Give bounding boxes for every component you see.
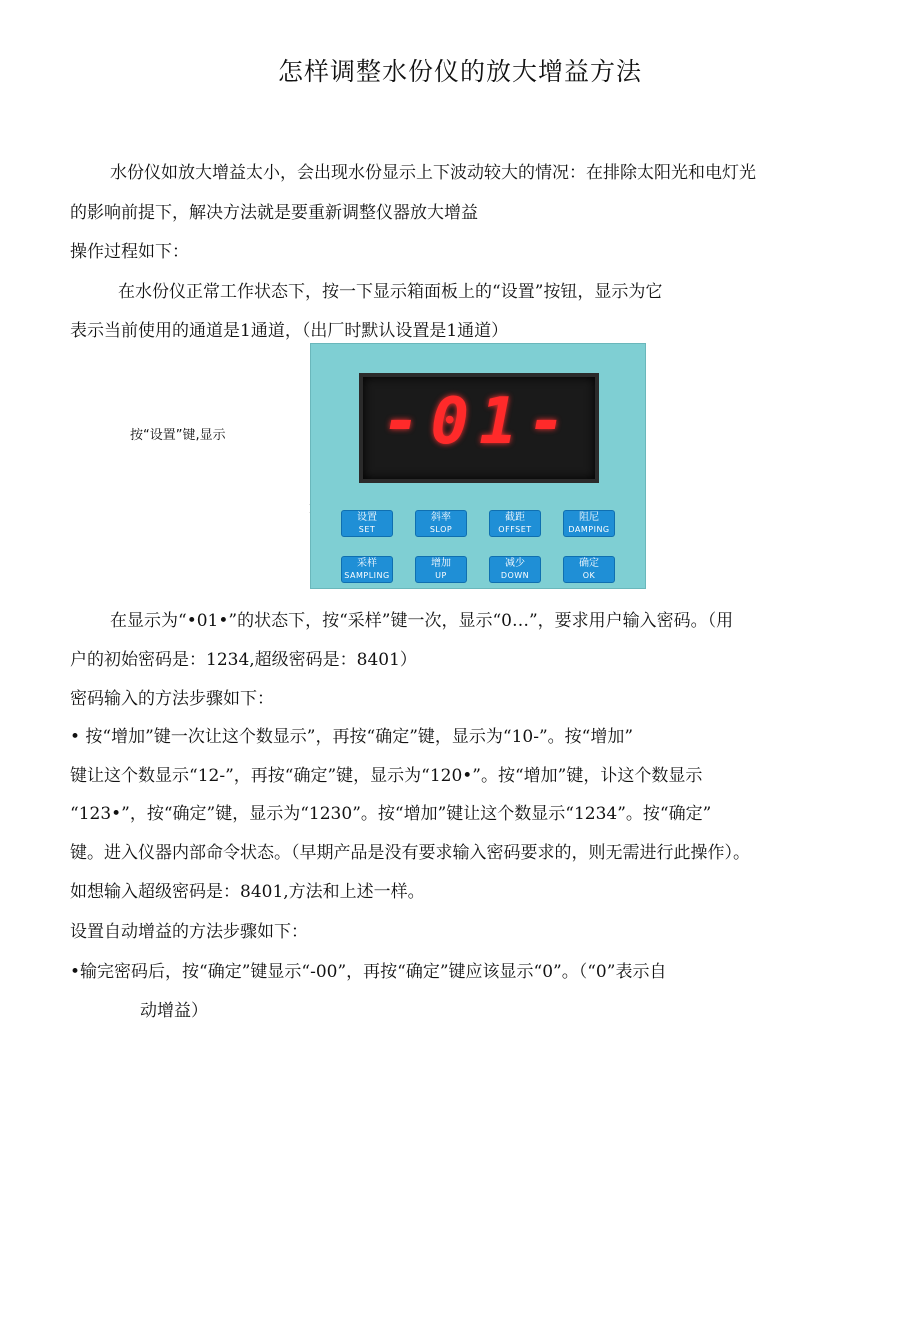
damping-key-cn: 阻尼 <box>579 512 599 523</box>
paragraph-7: 户的初始密码是：1234,超级密码是：8401） <box>70 650 417 670</box>
offset-key[interactable] <box>489 510 541 537</box>
sampling-key[interactable] <box>341 556 393 583</box>
slop-key-en: SLOP <box>429 525 453 534</box>
paragraph-11: “123•”，按“确定”键，显示为“1230”。按“增加”键让这个数显示“1234”。按“确定” <box>70 804 712 824</box>
paragraph-10: 键让这个数显示“12-”，再按“确定”键，显示为“120•”。按“增加”键，讣这个数显示 <box>70 766 703 786</box>
set-key-en: SET <box>358 525 376 534</box>
down-key-cn: 减少 <box>505 558 525 569</box>
paragraph-14: 设置自动增益的方法步骤如下： <box>70 922 308 942</box>
offset-key-cn: 截距 <box>505 512 525 523</box>
ok-key-cn: 确定 <box>579 558 599 569</box>
paragraph-13: 如想输入超级密码是：8401,方法和上述一样。 <box>70 882 425 902</box>
down-key[interactable] <box>489 556 541 583</box>
paragraph-3: 操作过程如下： <box>70 242 189 262</box>
damping-key-en: DAMPING <box>568 525 610 534</box>
paragraph-5: 表示当前使用的通道是1通道，（出厂时默认设置是1通道） <box>70 321 509 341</box>
up-key-en: UP <box>435 571 447 580</box>
damping-key[interactable] <box>563 510 615 537</box>
led-display-value: -01- <box>381 385 577 459</box>
sampling-key-cn: 采样 <box>357 558 377 569</box>
set-key-cn: 设置 <box>357 512 377 523</box>
slop-key-cn: 斜率 <box>431 512 451 523</box>
paragraph-1: 水份仪如放大增益太小，会出现水份显示上下波动较大的情况：在排除太阳光和电灯光 <box>110 163 756 183</box>
paragraph-8: 密码输入的方法步骤如下： <box>70 689 274 709</box>
figure-callout: 按“设置”键,显示 <box>130 428 226 443</box>
offset-key-en: OFFSET <box>498 525 532 534</box>
paragraph-9: • 按“增加”键一次让这个数显示”，再按“确定”键，显示为“10-”。按“增加” <box>70 727 634 747</box>
paragraph-15: •输完密码后，按“确定”键显示“-00”，再按“确定”键应该显示“0”。（“0”表示自 <box>70 962 667 982</box>
up-key[interactable] <box>415 556 467 583</box>
ok-key-en: OK <box>582 571 596 580</box>
up-key-cn: 增加 <box>431 558 451 569</box>
paragraph-6: 在显示为“•01•”的状态下，按“采样”键一次，显示“0…”，要求用户输入密码。（用 <box>110 611 734 631</box>
device-panel-photo <box>310 343 646 589</box>
paragraph-16: 动增益） <box>140 1001 208 1021</box>
sampling-key-en: SAMPLING <box>344 571 390 580</box>
set-key[interactable] <box>341 510 393 537</box>
paragraph-12: 键。进入仪器内部命令状态。（早期产品是没有要求输入密码要求的，则无需进行此操作）。 <box>70 843 750 863</box>
paragraph-4: 在水份仪正常工作状态下，按一下显示箱面板上的“设置”按钮，显示为它 <box>118 282 663 302</box>
ok-key[interactable] <box>563 556 615 583</box>
page-title: 怎样调整水份仪的放大增益方法 <box>277 57 642 86</box>
down-key-en: DOWN <box>500 571 530 580</box>
slop-key[interactable] <box>415 510 467 537</box>
led-display <box>359 373 599 483</box>
paragraph-2: 的影响前提下，解决方法就是要重新调整仪器放大增益 <box>70 203 478 223</box>
